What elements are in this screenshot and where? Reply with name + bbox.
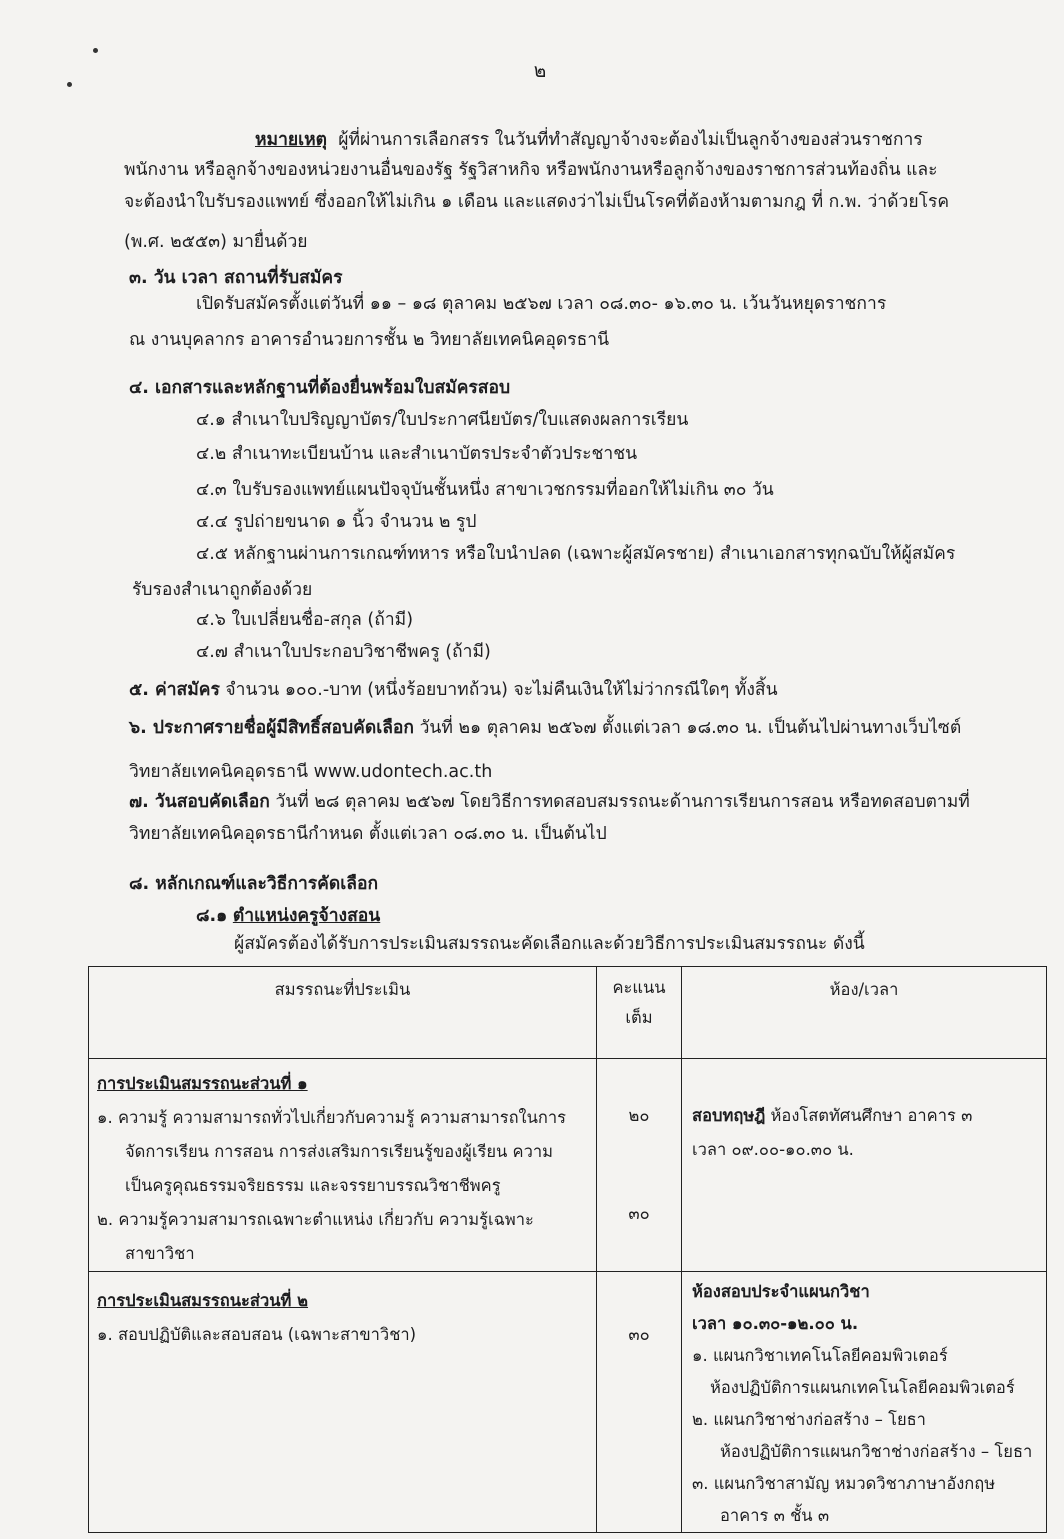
doc-item: ๔.๖ ใบเปลี่ยนชื่อ-สกุล (ถ้ามี) [196,610,414,630]
part-1-item-1-line-3: เป็นครูคุณธรรมจริยธรรม และจรรยาบรรณวิชาชีพครู [125,1176,501,1195]
speck-mark [67,82,72,87]
part-1-room-line-1 [692,1099,1046,1133]
remark-line-4: (พ.ศ. ๒๕๕๓) มายื่นด้วย [124,232,308,252]
section-8-1-line [196,904,380,928]
part-2-score-cell [597,1272,682,1533]
header-competency: สมรรถนะที่ประเมิน [89,967,597,1059]
section-7-heading: ๗. วันสอบคัดเลือก [129,792,270,812]
section-7-line [129,790,970,814]
section-6-text: วันที่ ๒๑ ตุลาคม ๒๕๖๗ ตั้งแต่เวลา ๑๘.๓๐ น. เป็นต้นไปผ่านทางเว็บไซต์ [419,718,962,738]
part-2-room-line: ๒. แผนกวิชาช่างก่อสร้าง – โยธา [692,1410,926,1429]
section-7-line-2: วิทยาลัยเทคนิคอุดรธานีกำหนด ตั้งแต่เวลา ๐๘.๓๐ น. เป็นต้นไป [129,824,607,844]
table-row [89,1059,1047,1272]
doc-item: ๔.๗ สำเนาใบประกอบวิชาชีพครู (ถ้ามี) [196,642,491,662]
part-2-title: การประเมินสมรรถนะส่วนที่ ๒ [97,1291,309,1310]
section-6-line-2: วิทยาลัยเทคนิคอุดรธานี www.udontech.ac.th [129,762,493,782]
section-3-heading: ๓. วัน เวลา สถานที่รับสมัคร [129,268,343,288]
part-1-score-2: ๓๐ [628,1204,650,1223]
part-1-item-2-line-1: ๒. ความรู้ความสามารถเฉพาะตำแหน่ง เกี่ยวกับ ความรู้เฉพาะ [97,1210,534,1229]
part-1-item-1-line-2: จัดการเรียน การสอน การส่งเสริมการเรียนรู้ของผู้เรียน ความ [125,1142,553,1161]
remark-line-1 [255,128,923,152]
header-score-line-2: เต็ม [625,1008,653,1027]
part-1-competency-cell [89,1059,597,1272]
doc-item: ๔.๕ หลักฐานผ่านการเกณฑ์ทหาร หรือใบนำปลด (เฉพาะผู้สมัครชาย) สำเนาเอกสารทุกฉบับให้ผู้สมัคร [196,544,956,564]
assessment-table [88,966,1047,1533]
section-5-heading: ๕. ค่าสมัคร [129,680,220,700]
part-2-room-line: อาคาร ๓ ชั้น ๓ [720,1506,830,1525]
part-1-room-cell [682,1059,1047,1272]
remark-text-1: ผู้ที่ผ่านการเลือกสรร ในวันที่ทำสัญญาจ้างจะต้องไม่เป็นลูกจ้างของส่วนราชการ [338,130,923,150]
header-score-line-1: คะแนน [612,978,666,997]
section-8-1-title: ตำแหน่งครูจ้างสอน [232,906,381,926]
section-8-heading: ๘. หลักเกณฑ์และวิธีการคัดเลือก [129,874,379,894]
page-number: ๒ [533,60,547,82]
remark-line-2: พนักงาน หรือลูกจ้างของหน่วยงานอื่นของรัฐ รัฐวิสาหกิจ หรือพนักงานหรือลูกจ้างของราชการส่วนท้องถิ่น และ [124,160,938,180]
part-2-room-cell [682,1272,1047,1533]
table-row [89,1272,1047,1533]
section-5-line [129,678,778,702]
doc-item: ๔.๒ สำเนาทะเบียนบ้าน และสำเนาบัตรประจำตัวประชาชน [196,444,638,464]
section-8-1-number: ๘.๑ [196,906,228,926]
doc-item: ๔.๑ สำเนาใบปริญญาบัตร/ใบประกาศนียบัตร/ใบแสดงผลการเรียน [196,410,689,430]
part-2-room-title: ห้องสอบประจำแผนกวิชา [692,1282,870,1301]
header-room: ห้อง/เวลา [682,967,1047,1059]
speck-mark [93,48,98,53]
part-2-score: ๓๐ [628,1325,650,1344]
section-5-text: จำนวน ๑๐๐.-บาท (หนึ่งร้อยบาทถ้วน) จะไม่คืนเงินให้ไม่ว่ากรณีใดๆ ทั้งสิ้น [225,680,778,700]
table-header-row [89,967,1047,1059]
part-1-title: การประเมินสมรรถนะส่วนที่ ๑ [97,1074,308,1093]
part-1-room-time: เวลา ๐๙.๐๐-๑๐.๓๐ น. [692,1140,854,1159]
part-1-item-1-line-1: ๑. ความรู้ ความสามารถทั่วไปเกี่ยวกับความรู้ ความสามารถในการ [97,1108,567,1127]
part-1-room-place: ห้องโสตทัศนศึกษา อาคาร ๓ [770,1106,973,1125]
doc-item-continued: รับรองสำเนาถูกต้องด้วย [132,580,313,600]
remark-label: หมายเหตุ [255,130,328,150]
part-2-room-line: ๓. แผนกวิชาสามัญ หมวดวิชาภาษาอังกฤษ [692,1474,996,1493]
part-1-room-theory: สอบทฤษฎี [692,1106,766,1125]
part-2-room-line: ห้องปฏิบัติการแผนกวิชาช่างก่อสร้าง – โยธา [720,1442,1033,1461]
section-8-intro: ผู้สมัครต้องได้รับการประเมินสมรรถนะคัดเลือกและด้วยวิธีการประเมินสมรรถนะ ดังนี้ [234,934,865,954]
doc-item: ๔.๔ รูปถ่ายขนาด ๑ นิ้ว จำนวน ๒ รูป [196,512,477,532]
remark-line-3: จะต้องนำใบรับรองแพทย์ ซึ่งออกให้ไม่เกิน ๑ เดือน และแสดงว่าไม่เป็นโรคที่ต้องห้ามตามกฎ ที่ ก.พ. ว่าด้วยโรค [124,192,950,212]
part-1-item-2-line-2: สาขาวิชา [125,1244,195,1263]
part-2-item-1: ๑. สอบปฏิบัติและสอบสอน (เฉพาะสาขาวิชา) [97,1325,417,1344]
section-6-heading: ๖. ประกาศรายชื่อผู้มีสิทธิ์สอบคัดเลือก [129,718,415,738]
part-2-competency-cell [89,1272,597,1533]
part-2-room-line: ห้องปฏิบัติการแผนกเทคโนโลยีคอมพิวเตอร์ [710,1378,1015,1397]
section-7-text: วันที่ ๒๘ ตุลาคม ๒๕๖๗ โดยวิธีการทดสอบสมรรถนะด้านการเรียนการสอน หรือทดสอบตามที่ [275,792,970,812]
section-3-line-1: เปิดรับสมัครตั้งแต่วันที่ ๑๑ – ๑๘ ตุลาคม ๒๕๖๗ เวลา ๐๘.๓๐- ๑๖.๓๐ น. เว้นวันหยุดราชการ [196,294,887,314]
doc-item: ๔.๓ ใบรับรองแพทย์แผนปัจจุบันชั้นหนึ่ง สาขาเวชกรรมที่ออกให้ไม่เกิน ๓๐ วัน [196,480,774,500]
part-2-room-time: เวลา ๑๐.๓๐-๑๒.๐๐ น. [692,1314,859,1333]
section-6-line [129,716,961,740]
part-1-score-cell [597,1059,682,1272]
part-2-room-line: ๑. แผนกวิชาเทคโนโลยีคอมพิวเตอร์ [692,1346,948,1365]
section-4-heading: ๔. เอกสารและหลักฐานที่ต้องยื่นพร้อมใบสมัครสอบ [129,378,511,398]
section-3-line-2: ณ งานบุคลากร อาคารอำนวยการชั้น ๒ วิทยาลัยเทคนิคอุดรธานี [129,330,610,350]
part-1-score-1: ๒๐ [628,1106,650,1125]
header-score [597,967,682,1059]
